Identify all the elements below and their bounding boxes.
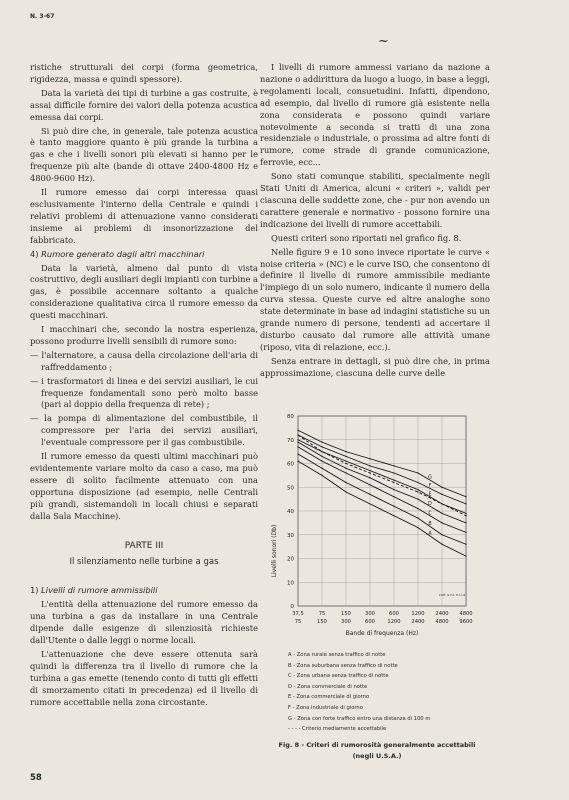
data-point	[369, 458, 370, 459]
y-tick-label: 10	[287, 580, 294, 587]
data-point	[441, 522, 442, 523]
x-tick-label: 600	[365, 619, 375, 625]
legend-item: A - Zona rurale senza traffico di notte	[288, 652, 386, 658]
x-tick-label: 300	[341, 619, 351, 625]
data-point	[297, 461, 298, 462]
data-point	[465, 522, 466, 523]
data-point	[369, 470, 370, 471]
paragraph: Data la varietà, almeno dal punto di vista costruttivo, degli ausiliari degli impianti con turbine a gas, è possibile accennare soltanto a qualche considerazione qualitativa circa il rumore emesso da questi macchinari.	[30, 262, 258, 321]
data-point	[465, 532, 466, 533]
data-point	[393, 496, 394, 497]
data-point	[465, 513, 466, 514]
x-tick-label: 2400	[411, 619, 425, 625]
data-point	[417, 508, 418, 509]
series-line	[298, 442, 466, 523]
series-line	[298, 454, 466, 544]
y-tick-label: 70	[287, 437, 294, 444]
data-point	[393, 506, 394, 507]
data-point	[345, 468, 346, 469]
data-point	[441, 487, 442, 488]
data-point	[417, 499, 418, 500]
data-point	[465, 503, 466, 504]
part-heading: PARTE III	[124, 540, 164, 551]
paragraph: Il rumore emesso da questi ultimi macchinari può evidentemente variare molto da caso a caso, ma può essere di solito facilmente attenuato con una opportuna disposizione (ad esempio, nelle Centrali più grandi, sistemandoli in locali chiusi e separati dalla Sala Macchine).	[30, 451, 258, 521]
data-point	[441, 513, 442, 514]
data-point	[465, 556, 466, 557]
x-tick-label: 1200	[387, 619, 401, 625]
part-title: Il silenziamento nelle turbine a gas	[69, 557, 219, 568]
data-point	[417, 489, 418, 490]
y-tick-label: 60	[287, 461, 294, 468]
paragraph: L'attenuazione che deve essere ottenuta sarà quindi la differenza tra il livello di rumore che la turbina a gas emette (tenendo conto di tutti gli effetti di smorzamento citati in precedenza) ed il livello di rumore accettabile nella zona circostante.	[30, 648, 258, 707]
series-label: A	[428, 531, 432, 537]
data-point	[321, 475, 322, 476]
x-axis-label: Bande di frequenza (Hz)	[345, 630, 419, 637]
data-point	[417, 527, 418, 528]
data-point	[393, 489, 394, 490]
paragraph: Nelle figure 9 e 10 sono invece riportate le curve « noise criteria » (NC) e le curve ISO, che consentono di definire il livello di rumore ammissibile mediante l'impiego di un solo numero, indicante il numero della curva stessa. Queste curve ed altre analoghe sono state determinate in base ad indagini statistiche su un grande numero di persone, tendenti ad accertare il disturbo causato dal rumore alle attività umane (riposo, vita di relazione, ecc.).	[260, 246, 490, 352]
x-tick-label: 150	[317, 619, 327, 625]
section-number: 1)	[30, 585, 39, 596]
x-tick-label: 150	[341, 611, 351, 617]
section-title: Livelli di rumore ammissibili	[41, 585, 158, 596]
header-mark: ~	[378, 34, 389, 49]
data-point	[465, 496, 466, 497]
data-point	[321, 451, 322, 452]
data-point	[369, 477, 370, 478]
series-label: D	[428, 501, 432, 507]
data-point	[417, 518, 418, 519]
data-point	[297, 434, 298, 435]
series-label: E	[428, 492, 432, 498]
noise-criteria-chart	[262, 410, 490, 642]
list-item: — l'alternatore, a causa della circolazione dell'aria di raffreddamento ;	[30, 349, 258, 372]
legend-item: D - Zona commerciale di notte	[288, 683, 368, 690]
legend-item: E - Zona commerciale di giorno	[288, 694, 370, 701]
data-point	[441, 534, 442, 535]
page-number: 58	[30, 773, 42, 783]
data-point	[369, 472, 370, 473]
paragraph: Il rumore emesso dai corpi interessa quasi esclusivamente l'interno della Centrale e quindi i relativi problemi di attenuazione vanno considerati insieme ai problemi di insonorizzazione del fabbricato.	[30, 187, 258, 245]
x-tick-label: 600	[389, 611, 399, 617]
data-point	[441, 544, 442, 545]
list-item: — la pompa di alimentazione del combustibile, il compressore per l'aria dei servizi ausiliari, l'eventuale compressore per il gas combustibile.	[30, 413, 258, 448]
right-column	[260, 62, 490, 382]
data-point	[297, 442, 298, 443]
section-title: Rumore generato dagli altri macchinari	[41, 248, 205, 259]
x-tick-label: 75	[294, 619, 302, 625]
paragraph: L'entità della attenuazione del rumore emesso da una turbina a gas da installare in una Centrale dipende dalle esigenze di silenziosità richieste dall'Utente o dalle leggi o norme locali.	[30, 599, 258, 645]
legend-item: C - Zona urbana senza traffico di notte	[288, 673, 389, 680]
data-point	[465, 515, 466, 516]
data-point	[297, 453, 298, 454]
left-column	[30, 62, 258, 710]
data-point	[297, 439, 298, 440]
y-tick-label: 80	[287, 414, 294, 420]
x-tick-label: 300	[365, 611, 375, 617]
data-point	[393, 482, 394, 483]
y-tick-label: 50	[287, 485, 294, 492]
data-point	[417, 472, 418, 473]
data-point	[297, 446, 298, 447]
series-label: F	[428, 483, 432, 489]
data-point	[369, 494, 370, 495]
chart-legend	[288, 650, 488, 735]
data-point	[393, 465, 394, 466]
list-item: — i trasformatori di linea e dei servizi ausiliari, le cui frequenze fondamentali sono però molto basse (pari al doppio della frequenza di rete) ;	[30, 375, 258, 410]
data-point	[345, 463, 346, 464]
legend-item: G - Zona con forte traffico entro una distanza di 100 m	[288, 715, 431, 722]
corner-note: curt. u.n.i. n.l.l.a	[438, 593, 466, 597]
x-tick-label: 75	[318, 611, 326, 617]
caption-line: (negli U.S.A.)	[352, 752, 402, 760]
x-tick-label: 2400	[435, 611, 449, 617]
section-number: 4)	[30, 248, 39, 259]
x-tick-label: 4800	[435, 619, 449, 625]
paragraph: Data la varietà dei tipi di turbine a gas costruite, è assai difficile fornire dei valori della potenza acustica emessa dai corpi.	[30, 87, 258, 122]
data-point	[417, 482, 418, 483]
caption-line: Fig. 8 - Criteri di rumorosità generalmente accettabili	[278, 741, 476, 749]
page-code: N. 3-67	[30, 13, 55, 20]
figure-caption	[262, 740, 492, 762]
data-point	[321, 442, 322, 443]
data-point	[297, 430, 298, 431]
data-point	[345, 461, 346, 462]
data-point	[393, 515, 394, 516]
y-axis-label: Livelli sonori (Db)	[271, 524, 278, 578]
paragraph: ristiche strutturali dei corpi (forma geometrica, rigidezza, massa e quindi spessore).	[30, 62, 258, 84]
paragraph: I livelli di rumore ammessi variano da nazione a nazione o addirittura da luogo a luogo, in base a leggi, regolamenti locali, consuetudini. Infatti, dipendono, ad esempio, dal livello di rumore già esistente nella zona considerata e possono quindi variare notevolmente a seconda si tratti di una zona residenziale o industriale, o prossima ad altre fonti di rumore, come strade di grande comunicazione, ferrovie, ecc...	[260, 62, 490, 168]
data-point	[321, 461, 322, 462]
paragraph: Si può dire che, in generale, tale potenza acustica è tanto maggiore quanto è più grande la turbina a gas e che i livelli sonori più elevati si hanno per le frequenze più alte (bande di ottave 2400-4800 Hz e 4800-9600 Hz).	[30, 125, 258, 184]
x-tick-label: 37,5	[292, 611, 304, 617]
series-label: C	[428, 511, 432, 517]
y-tick-label: 0	[290, 604, 294, 610]
paragraph: Questi criteri sono riportati nel grafico fig. 8.	[271, 232, 462, 243]
y-tick-label: 20	[287, 556, 294, 563]
legend-item: B - Zona suburbana senza traffico di notte	[288, 662, 398, 669]
series-line	[298, 447, 466, 533]
data-point	[345, 482, 346, 483]
x-tick-label: 9600	[459, 619, 473, 625]
data-point	[345, 491, 346, 492]
y-tick-label: 30	[287, 532, 294, 539]
data-point	[345, 451, 346, 452]
x-tick-label: 1200	[411, 611, 425, 617]
data-point	[465, 544, 466, 545]
data-point	[321, 446, 322, 447]
paragraph: I macchinari che, secondo la nostra esperienza, possono produrre livelli sensibili di rumore sono:	[30, 324, 258, 346]
paragraph: Senza entrare in dettagli, si può dire che, in prima approssimazione, ciascuna delle curve delle	[260, 355, 490, 378]
data-point	[393, 480, 394, 481]
data-point	[369, 503, 370, 504]
data-point	[441, 503, 442, 504]
section-heading	[30, 249, 258, 261]
y-tick-label: 40	[287, 509, 294, 515]
series-label: B	[428, 521, 432, 527]
legend-item: - - - - Criterio mediamente accettabile	[288, 726, 387, 733]
series-label: G	[428, 475, 432, 481]
data-point	[369, 465, 370, 466]
data-point	[369, 484, 370, 485]
data-point	[321, 456, 322, 457]
data-point	[345, 456, 346, 457]
section-heading	[30, 585, 258, 597]
data-point	[393, 472, 394, 473]
data-point	[321, 468, 322, 469]
data-point	[417, 491, 418, 492]
data-point	[441, 494, 442, 495]
x-tick-label: 4800	[459, 611, 473, 617]
legend-item: F - Zona industriale di giorno	[288, 704, 363, 711]
data-point	[345, 472, 346, 473]
paragraph: Sono stati comunque stabiliti, specialmente negli Stati Uniti di America, alcuni « criteri », validi per ciascuna delle suddette zone, che - pur non avendo un carattere generale e normativo - possono fornire una indicazione dei livelli di rumore accettabili.	[260, 171, 490, 229]
